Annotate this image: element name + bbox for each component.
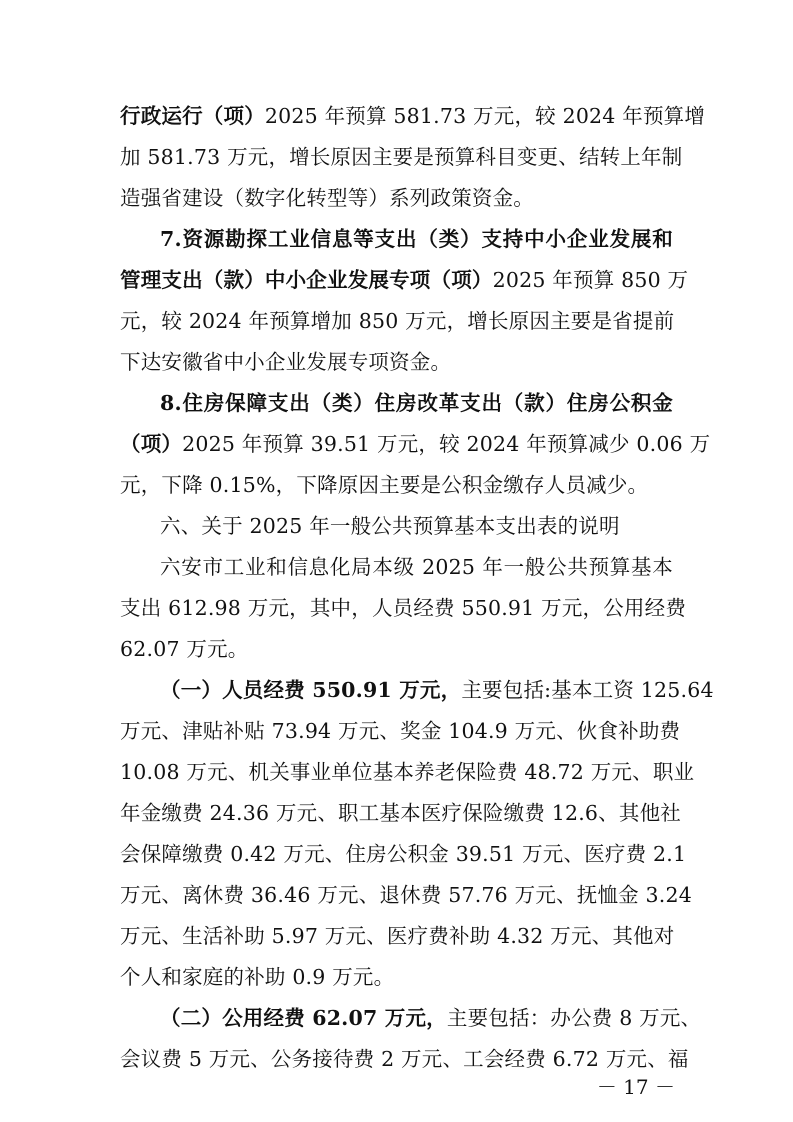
section-title: 六、关于 2025 年一般公共预算基本支出表的说明 [160, 514, 620, 538]
text-line: 元，较 2024 年预算增加 850 万元，增长原因主要是省提前 [120, 309, 675, 333]
page-number: － 17 － [596, 1075, 675, 1099]
text-line: 行政运行（项）2025 年预算 581.73 万元，较 2024 年预算增 [120, 104, 706, 128]
text-line: （项）2025 年预算 39.51 万元，较 2024 年预算减少 0.06 万 [120, 432, 711, 456]
text-line: 六安市工业和信息化局本级 2025 年一般公共预算基本 [160, 555, 673, 579]
text-line: （一）人员经费 550.91 万元，主要包括:基本工资 125.64 [160, 678, 714, 702]
text-line: （二）公用经费 62.07 万元，主要包括：办公费 8 万元、 [160, 1006, 702, 1030]
text-line: 下达安徽省中小企业发展专项资金。 [120, 350, 452, 374]
text-line: 万元、离休费 36.46 万元、退休费 57.76 万元、抚恤金 3.24 [120, 883, 692, 907]
section-heading: 8.住房保障支出（类）住房改革支出（款）住房公积金 [160, 391, 673, 415]
text-line: 加 581.73 万元，增长原因主要是预算科目变更、结转上年制 [120, 145, 683, 169]
text-line: 管理支出（款）中小企业发展专项（项）2025 年预算 850 万 [120, 268, 689, 292]
text-line: 造强省建设（数字化转型等）系列政策资金。 [120, 186, 534, 210]
text-line: 个人和家庭的补助 0.9 万元。 [120, 965, 395, 989]
text-line: 会议费 5 万元、公务接待费 2 万元、工会经费 6.72 万元、福 [120, 1047, 689, 1071]
text-line: 万元、津贴补贴 73.94 万元、奖金 104.9 万元、伙食补助费 [120, 719, 681, 743]
text-line: 元，下降 0.15%，下降原因主要是公积金缴存人员减少。 [120, 473, 649, 497]
text-line: 年金缴费 24.36 万元、职工基本医疗保险缴费 12.6、其他社 [120, 801, 681, 825]
text-line: 10.08 万元、机关事业单位基本养老保险费 48.72 万元、职业 [120, 760, 695, 784]
text-line: 支出 612.98 万元，其中，人员经费 550.91 万元，公用经费 [120, 596, 687, 620]
section-heading: 7.资源勘探工业信息等支出（类）支持中小企业发展和 [160, 227, 673, 251]
text-line: 62.07 万元。 [120, 637, 249, 661]
text-line: 万元、生活补助 5.97 万元、医疗费补助 4.32 万元、其他对 [120, 924, 675, 948]
text-line: 会保障缴费 0.42 万元、住房公积金 39.51 万元、医疗费 2.1 [120, 842, 687, 866]
